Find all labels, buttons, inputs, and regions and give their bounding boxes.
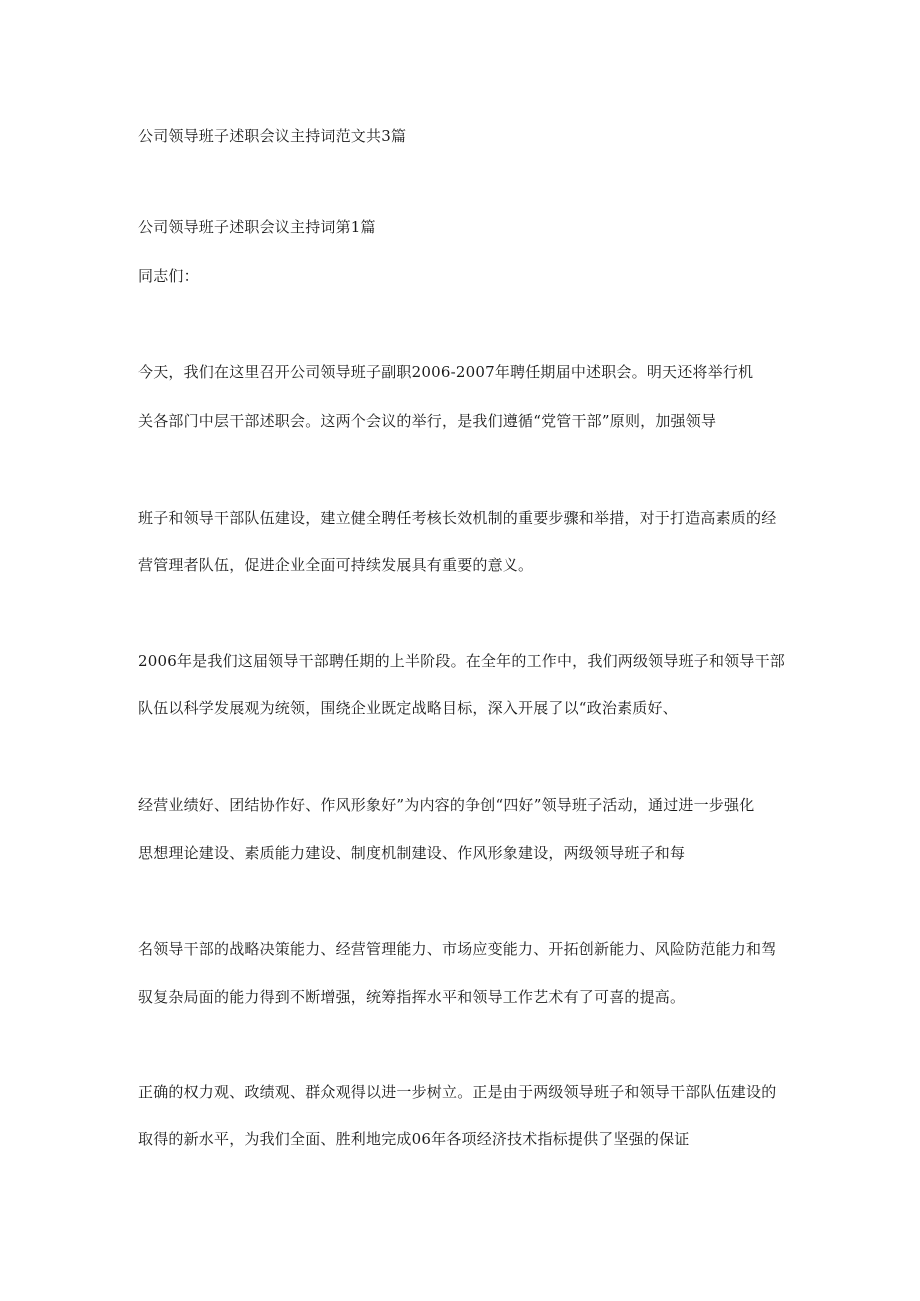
paragraph-line: 营管理者队伍，促进企业全面可持续发展具有重要的意义。 bbox=[138, 556, 534, 574]
paragraph-line: 关各部门中层干部述职会。这两个会议的举行，是我们遵循“党管干部”原则，加强领导 bbox=[138, 412, 717, 430]
paragraph-line: 经营业绩好、团结协作好、作风形象好”为内容的争创“四好”领导班子活动，通过进一步强化 bbox=[138, 796, 755, 814]
document-title: 公司领导班子述职会议主持词范文共3篇 bbox=[138, 127, 407, 145]
salutation: 同志们： bbox=[138, 267, 199, 285]
paragraph-line: 队伍以科学发展观为统领，围绕企业既定战略目标，深入开展了以“政治素质好、 bbox=[138, 699, 678, 717]
paragraph-line: 2006年是我们这届领导干部聘任期的上半阶段。在全年的工作中，我们两级领导班子和领导干部 bbox=[138, 652, 785, 670]
paragraph-line: 名领导干部的战略决策能力、经营管理能力、市场应变能力、开拓创新能力、风险防范能力和驾 bbox=[138, 940, 777, 958]
paragraph-line: 班子和领导干部队伍建设，建立健全聘任考核长效机制的重要步骤和举措，对于打造高素质的经 bbox=[138, 509, 777, 527]
paragraph-line: 正确的权力观、政绩观、群众观得以进一步树立。正是由于两级领导班子和领导干部队伍建设的 bbox=[138, 1083, 777, 1101]
paragraph-line: 驭复杂局面的能力得到不断增强，统筹指挥水平和领导工作艺术有了可喜的提高。 bbox=[138, 988, 686, 1006]
paragraph-line: 今天，我们在这里召开公司领导班子副职2006-2007年聘任期届中述职会。明天还将举行机 bbox=[138, 363, 754, 381]
paragraph-line: 思想理论建设、素质能力建设、制度机制建设、作风形象建设，两级领导班子和每 bbox=[138, 844, 686, 862]
section-heading: 公司领导班子述职会议主持词第1篇 bbox=[138, 218, 376, 236]
paragraph-line: 取得的新水平，为我们全面、胜利地完成06年各项经济技术指标提供了坚强的保证 bbox=[138, 1130, 690, 1148]
